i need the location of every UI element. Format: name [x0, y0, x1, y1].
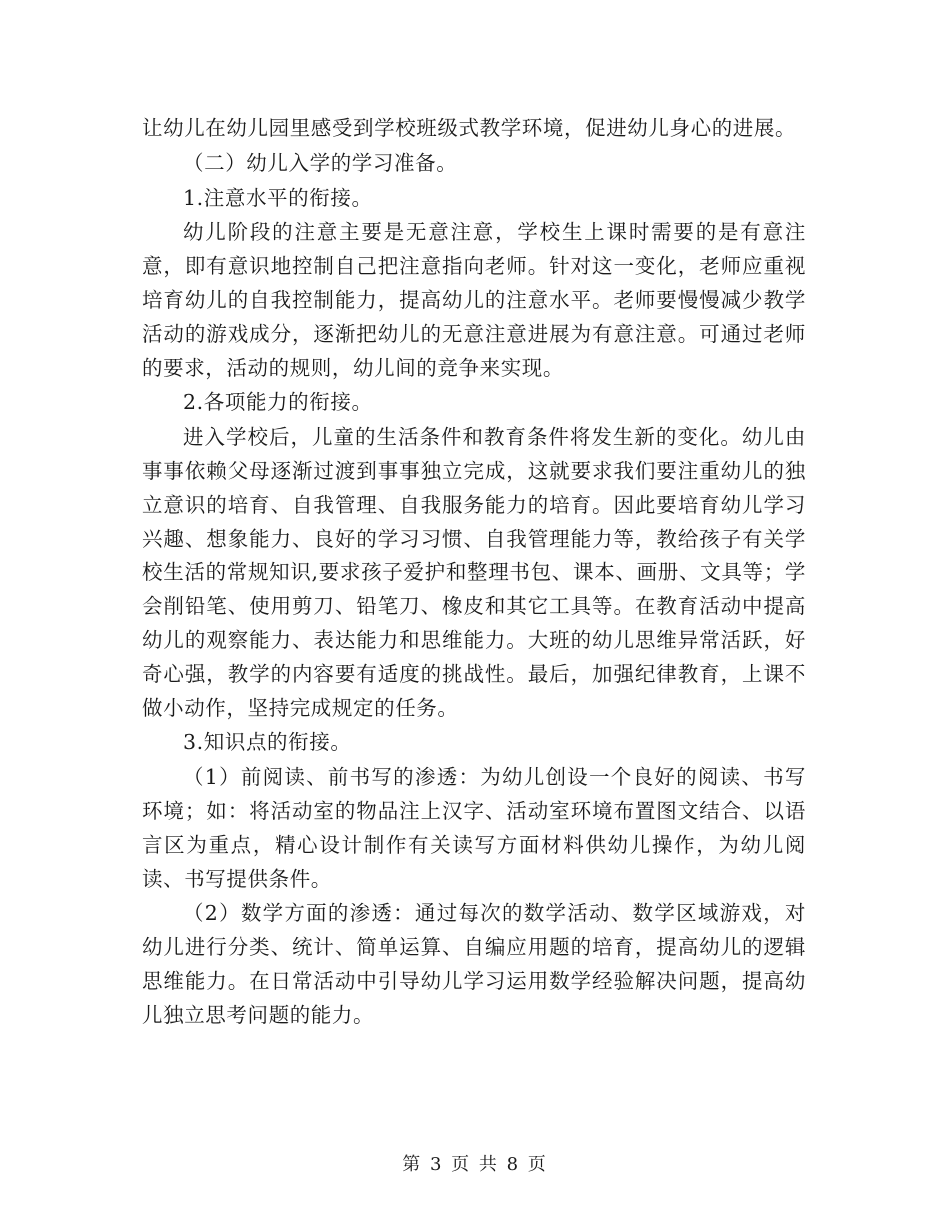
paragraph-reading-writing: （1）前阅读、前书写的渗透：为幼儿创设一个良好的阅读、书写环境；如：将活动室的物品注上汉字、活动室环境布置图文结合、以语言区为重点，精心设计制作有关读写方面材料供幼儿操作，为幼儿阅读、书写提供条件。 — [142, 765, 806, 891]
subheading-knowledge: 3.知识点的衔接。 — [183, 730, 352, 755]
subheading-abilities: 2.各项能力的衔接。 — [183, 390, 373, 415]
paragraph-continuation: 让幼儿在幼儿园里感受到学校班级式教学环境，促进幼儿身心的进展。 — [142, 116, 797, 140]
subheading-attention: 1.注意水平的衔接。 — [183, 185, 373, 210]
paragraph-math: （2）数学方面的渗透：通过每次的数学活动、数学区域游戏，对幼儿进行分类、统计、简单运算、自编应用题的培育，提高幼儿的逻辑思维能力。在日常活动中引导幼儿学习运用数学经验解决问题，提高幼儿独立思考问题的能力。 — [142, 901, 806, 1027]
paragraph-attention: 幼儿阶段的注意主要是无意注意，学校生上课时需要的是有意注意，即有意识地控制自己把注意指向老师。针对这一变化，老师应重视培育幼儿的自我控制能力，提高幼儿的注意水平。老师要慢慢减少教学活动的游戏成分，逐渐把幼儿的无意注意进展为有意注意。可通过老师的要求，活动的规则，幼儿间的竞争来实现。 — [142, 220, 806, 380]
paragraph-abilities: 进入学校后，儿童的生活条件和教育条件将发生新的变化。幼儿由事事依赖父母逐渐过渡到事事独立完成，这就要求我们要注重幼儿的独立意识的培育、自我管理、自我服务能力的培育。因此要培育幼儿学习兴趣、想象能力、良好的学习习惯、自我管理能力等，教给孩子有关学校生活的常规知识,要求孩子爱护和整理书包、课本、画册、文具等；学会削铅笔、使用剪刀、铅笔刀、橡皮和其它工具等。在教育活动中提高幼儿的观察能力、表达能力和思维能力。大班的幼儿思维异常活跃，好奇心强，教学的内容要有适度的挑战性。最后，加强纪律教育，上课不做小动作，坚持完成规定的任务。 — [142, 425, 806, 720]
section-heading-entry-preparation: （二）幼儿入学的学习准备。 — [183, 150, 458, 175]
page-number-footer: 第 3 页 共 8 页 — [402, 1154, 548, 1175]
document-body — [142, 112, 806, 1033]
